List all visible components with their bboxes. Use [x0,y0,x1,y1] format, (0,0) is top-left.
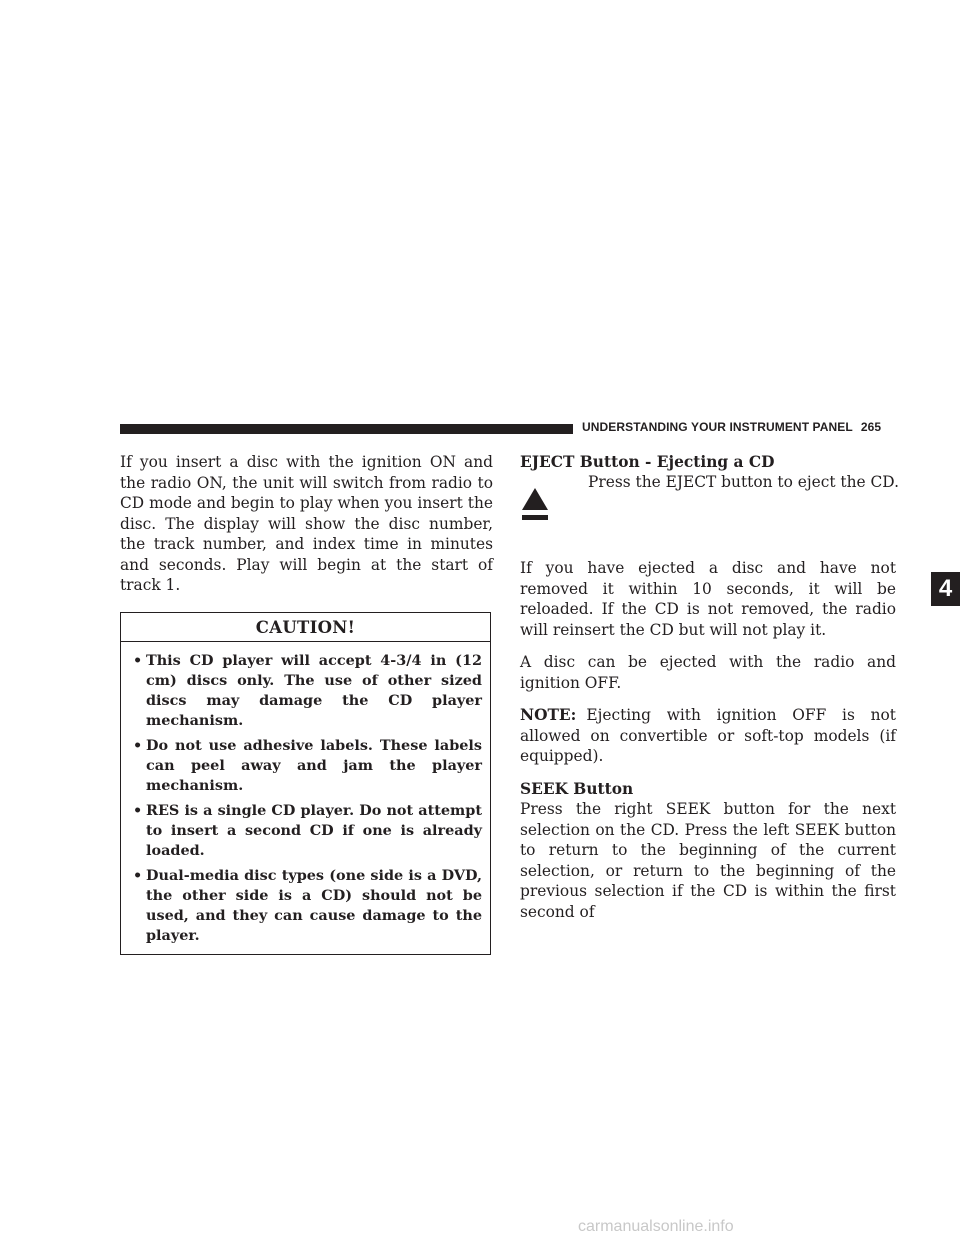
watermark: carmanualsonline.info [578,1218,734,1235]
caution-item [133,736,482,796]
left-column [120,452,493,955]
running-header [582,420,881,434]
bullet: • [133,801,143,819]
caution-item [133,651,482,731]
intro-paragraph: If you insert a disc with the ignition ON and the radio ON, the unit will switch from radio to CD mode and begin to play when you insert the disc. The display will show the disc number, the track number, and index time in minutes and seconds. Play will begin at the start of track 1. [120,453,493,594]
eject-instruction: Press the EJECT button to eject the CD. [588,473,899,491]
reload-paragraph: If you have ejected a disc and have not removed it within 10 seconds, it will be reloaded. If the CD is not removed, the radio will reinsert the CD but will not play it. [520,559,896,639]
caution-item-text: RES is a single CD player. Do not attempt to insert a second CD if one is already loaded. [146,801,482,859]
eject-heading: EJECT Button - Ejecting a CD [520,453,775,471]
right-column [520,452,899,922]
seek-paragraph: Press the right SEEK button for the next selection on the CD. Press the left SEEK button to return to the beginning of the current selection, or return to the beginning of the previous selection if the CD is within the first second of [520,800,896,921]
note-paragraph [520,705,896,767]
caution-box [120,612,491,955]
caution-item [133,866,482,946]
caution-item-text: Dual-media disc types (one side is a DVD, the other side is a CD) should not be used, and they can cause damage to the player. [146,866,482,944]
chapter-tab: 4 [931,572,960,606]
bullet: • [133,866,143,884]
bullet: • [133,736,143,754]
seek-heading: SEEK Button [520,779,634,798]
header-rule [120,424,573,434]
eject-row [520,472,899,558]
page-number: 265 [860,420,882,434]
note-text: Ejecting with ignition OFF is not allowed on convertible or soft-top models (if equipped). [520,706,896,765]
section-title: UNDERSTANDING YOUR INSTRUMENT PANEL [582,420,853,434]
caution-item-text: Do not use adhesive labels. These labels can peel away and jam the player mechanism. [146,736,482,794]
bullet: • [133,651,143,669]
caution-item [133,801,482,861]
note-label: NOTE: [520,706,577,724]
eject-icon [521,486,549,526]
caution-item-text: This CD player will accept 4-3/4 in (12 cm) discs only. The use of other sized discs may damage the CD player mechanism. [146,651,482,729]
caution-list [121,642,490,954]
ignition-off-paragraph: A disc can be ejected with the radio and ignition OFF. [520,653,896,692]
caution-title: CAUTION! [121,613,490,642]
